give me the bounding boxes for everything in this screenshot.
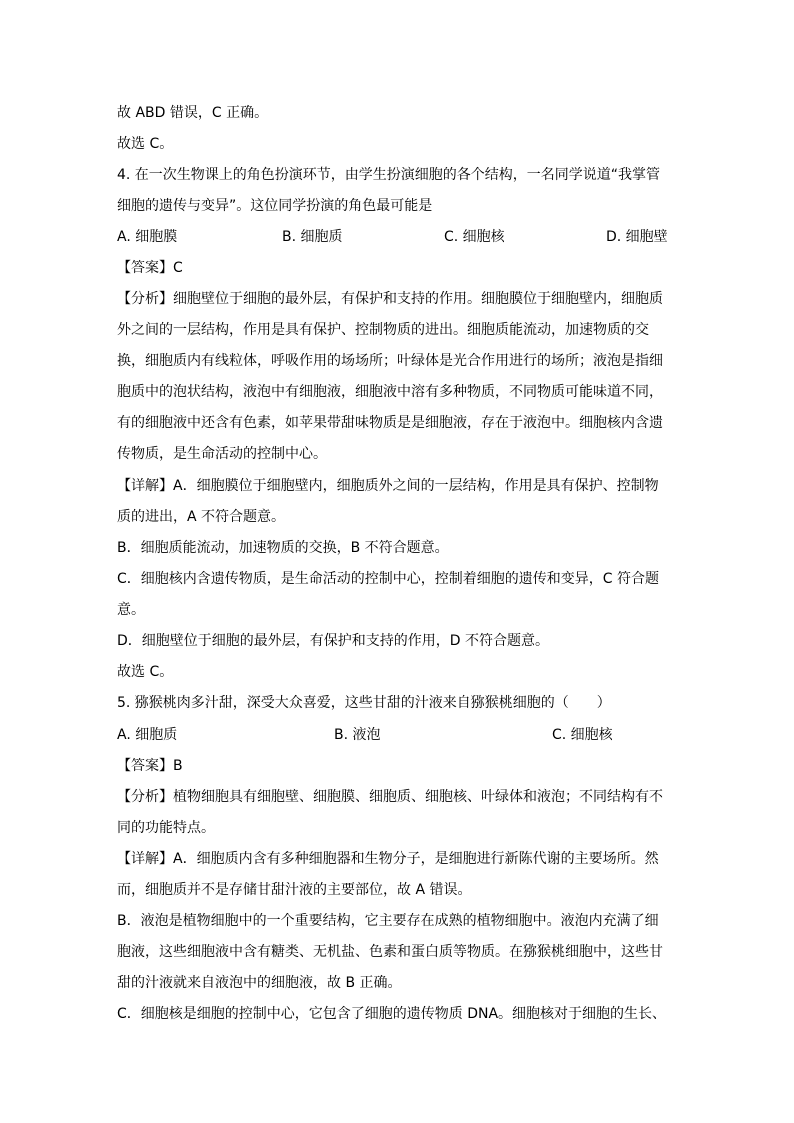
detail-line: 意。 xyxy=(117,602,145,618)
text-line: 故选 C。 xyxy=(117,664,174,680)
analysis-line: 胞质中的泡状结构，液泡中有细胞液，细胞液中溶有多种物质，不同物质可能味道不同， xyxy=(117,384,663,400)
detail-line: 而，细胞质并不是存储甘甜汁液的主要部位，故 A 错误。 xyxy=(117,882,472,898)
q4-option-a: A. 细胞膜 xyxy=(117,229,178,245)
question-4-stem: 4. 在一次生物课上的角色扮演环节，由学生扮演细胞的各个结构，一名同学说道“我掌管 xyxy=(117,167,661,183)
q4-option-d: D. 细胞壁 xyxy=(606,229,668,245)
q5-option-a: A. 细胞质 xyxy=(117,727,178,743)
analysis-line: 传物质，是生命活动的控制中心。 xyxy=(117,446,327,462)
analysis-line: 换，细胞质内有线粒体，呼吸作用的场场所；叶绿体是光合作用进行的场所；液泡是指细 xyxy=(117,353,663,369)
q4-option-b: B. 细胞质 xyxy=(282,229,343,245)
answer-line: 【答案】C xyxy=(117,260,183,276)
q4-option-c: C. 细胞核 xyxy=(444,229,505,245)
analysis-line: 同的功能特点。 xyxy=(117,820,215,836)
detail-line: D．细胞壁位于细胞的最外层，有保护和支持的作用，D 不符合题意。 xyxy=(117,633,550,649)
detail-line: 【详解】A．细胞膜位于细胞壁内，细胞质外之间的一层结构，作用是具有保护、控制物 xyxy=(117,478,659,494)
detail-line: 胞液，这些细胞液中含有糖类、无机盐、色素和蛋白质等物质。在猕猴桃细胞中，这些甘 xyxy=(117,944,663,960)
detail-line: B．液泡是植物细胞中的一个重要结构，它主要存在成熟的植物细胞中。液泡内充满了细 xyxy=(117,913,659,929)
text-line: 故选 C。 xyxy=(117,136,174,152)
answer-line: 【答案】B xyxy=(117,758,183,774)
analysis-line: 【分析】细胞壁位于细胞的最外层，有保护和支持的作用。细胞膜位于细胞壁内，细胞质 xyxy=(117,291,663,307)
detail-line: B．细胞质能流动，加速物质的交换，B 不符合题意。 xyxy=(117,540,449,556)
detail-line: 质的进出，A 不符合题意。 xyxy=(117,509,286,525)
analysis-line: 有的细胞液中还含有色素，如苹果带甜味物质是是细胞液，存在于液泡中。细胞核内含遗 xyxy=(117,415,663,431)
detail-line: 【详解】A．细胞质内含有多种细胞器和生物分子，是细胞进行新陈代谢的主要场所。然 xyxy=(117,851,659,867)
detail-line: C．细胞核是细胞的控制中心，它包含了细胞的遗传物质 DNA。细胞核对于细胞的生长、 xyxy=(117,1006,667,1022)
analysis-line: 外之间的一层结构，作用是具有保护、控制物质的进出。细胞质能流动，加速物质的交 xyxy=(117,322,649,338)
question-4-stem-cont: 细胞的遗传与变异”。这位同学扮演的角色最可能是 xyxy=(117,198,433,214)
question-5-stem: 5. 猕猴桃肉多汁甜，深受大众喜爱，这些甘甜的汁液来自猕猴桃细胞的（ ） xyxy=(117,695,611,711)
text-line: 故 ABD 错误，C 正确。 xyxy=(117,105,269,121)
q5-option-c: C. 细胞核 xyxy=(552,727,613,743)
analysis-line: 【分析】植物细胞具有细胞壁、细胞膜、细胞质、细胞核、叶绿体和液泡；不同结构有不 xyxy=(117,789,663,805)
detail-line: C．细胞核内含遗传物质，是生命活动的控制中心，控制着细胞的遗传和变异，C 符合题 xyxy=(117,571,659,587)
detail-line: 甜的汁液就来自液泡中的细胞液，故 B 正确。 xyxy=(117,975,402,991)
q5-option-b: B. 液泡 xyxy=(334,727,381,743)
